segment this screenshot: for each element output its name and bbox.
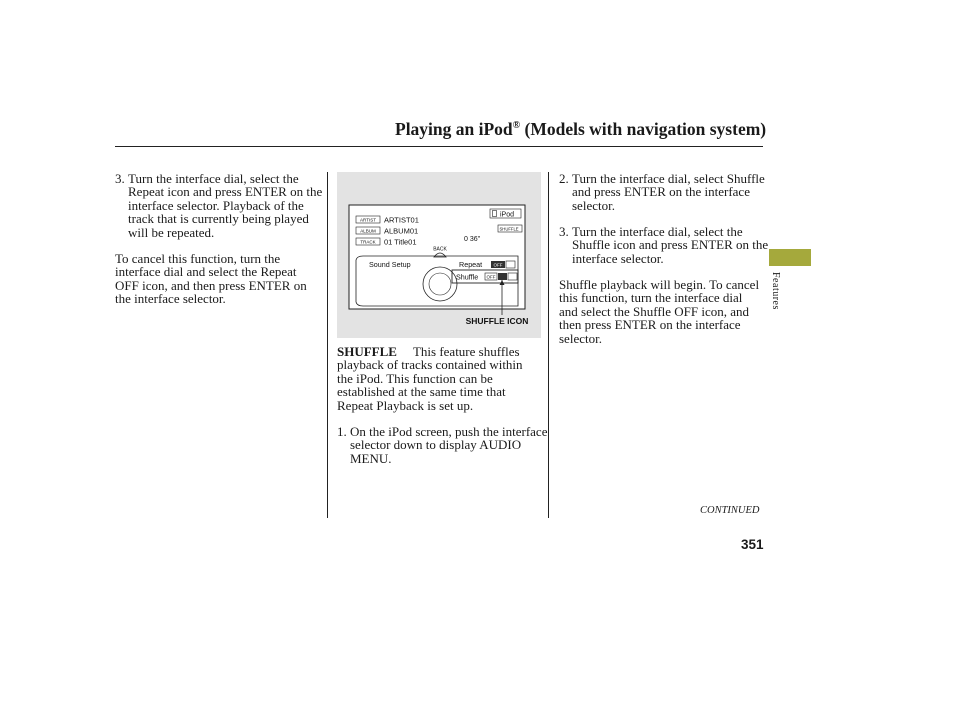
right-step-2-number: 2.	[559, 171, 569, 186]
shuffle-icon	[498, 273, 507, 280]
title-main: Playing an iPod	[395, 119, 513, 139]
left-step-3	[115, 172, 330, 239]
page-number: 351	[741, 537, 764, 552]
right-step-2-text: Turn the interface dial, select Shuffle and press ENTER on the interface selector.	[572, 171, 765, 213]
left-step-3-number: 3.	[115, 171, 125, 186]
middle-step-1-text: On the iPod screen, push the interface selector down to display AUDIO MENU.	[350, 424, 548, 466]
artist-value: ARTIST01	[384, 215, 419, 225]
title-divider	[115, 146, 763, 147]
right-step-3-number: 3.	[559, 224, 569, 239]
page-title	[395, 119, 765, 140]
audio-menu-screen-illustration	[337, 172, 541, 338]
time-value: 0 36"	[464, 236, 481, 243]
left-step-3-text: Turn the interface dial, select the Repeat icon and press ENTER on the interface selector. Playback of the track that is currently being played will be repeated.	[128, 171, 323, 240]
repeat-off-label: OFF	[493, 262, 503, 268]
middle-step-1	[337, 425, 554, 465]
right-step-3	[559, 225, 772, 265]
source-label: iPod	[500, 211, 515, 219]
track-value: 01 Title01	[384, 237, 417, 247]
audio-menu-figure	[337, 172, 541, 338]
shuffle-icon-callout: SHUFFLE ICON	[465, 316, 529, 326]
right-result-paragraph: Shuffle playback will begin. To cancel this function, turn the interface dial and select the Shuffle OFF icon, and then press ENTER on the interface selector.	[559, 277, 760, 346]
shuffle-label: Shuffle	[456, 272, 479, 282]
album-value: ALBUM01	[384, 226, 419, 236]
right-step-3-text: Turn the interface dial, select the Shuffle icon and press ENTER on the interface selector.	[572, 224, 769, 266]
shuffle-description: This feature shuffles playback of tracks contained within the iPod. This function can be established at the same time that Repeat Playback is set up.	[337, 344, 523, 413]
continued-label: CONTINUED	[700, 505, 760, 516]
shuffle-badge: SHUFFLE	[499, 226, 519, 232]
shuffle-paragraph	[337, 345, 541, 412]
section-label: Features	[770, 272, 781, 310]
title-rest: (Models with navigation system)	[520, 119, 767, 139]
sound-setup-label: Sound Setup	[369, 260, 411, 269]
shuffle-off-label: OFF	[486, 274, 496, 280]
right-step-2	[559, 172, 772, 212]
middle-step-1-number: 1.	[337, 424, 347, 439]
back-label: BACK	[433, 246, 447, 253]
track-tag: TRACK	[360, 239, 376, 245]
album-tag: ALBUM	[360, 228, 376, 234]
shuffle-heading: SHUFFLE	[337, 344, 397, 359]
artist-tag: ARTIST	[360, 217, 376, 223]
left-cancel-paragraph: To cancel this function, turn the interface dial and select the Repeat OFF icon, and then press ENTER on the interface selector.	[115, 251, 307, 307]
column-divider-right	[548, 172, 549, 518]
section-tab	[769, 249, 811, 266]
registered-mark: ®	[512, 120, 521, 132]
repeat-label: Repeat	[459, 260, 483, 269]
